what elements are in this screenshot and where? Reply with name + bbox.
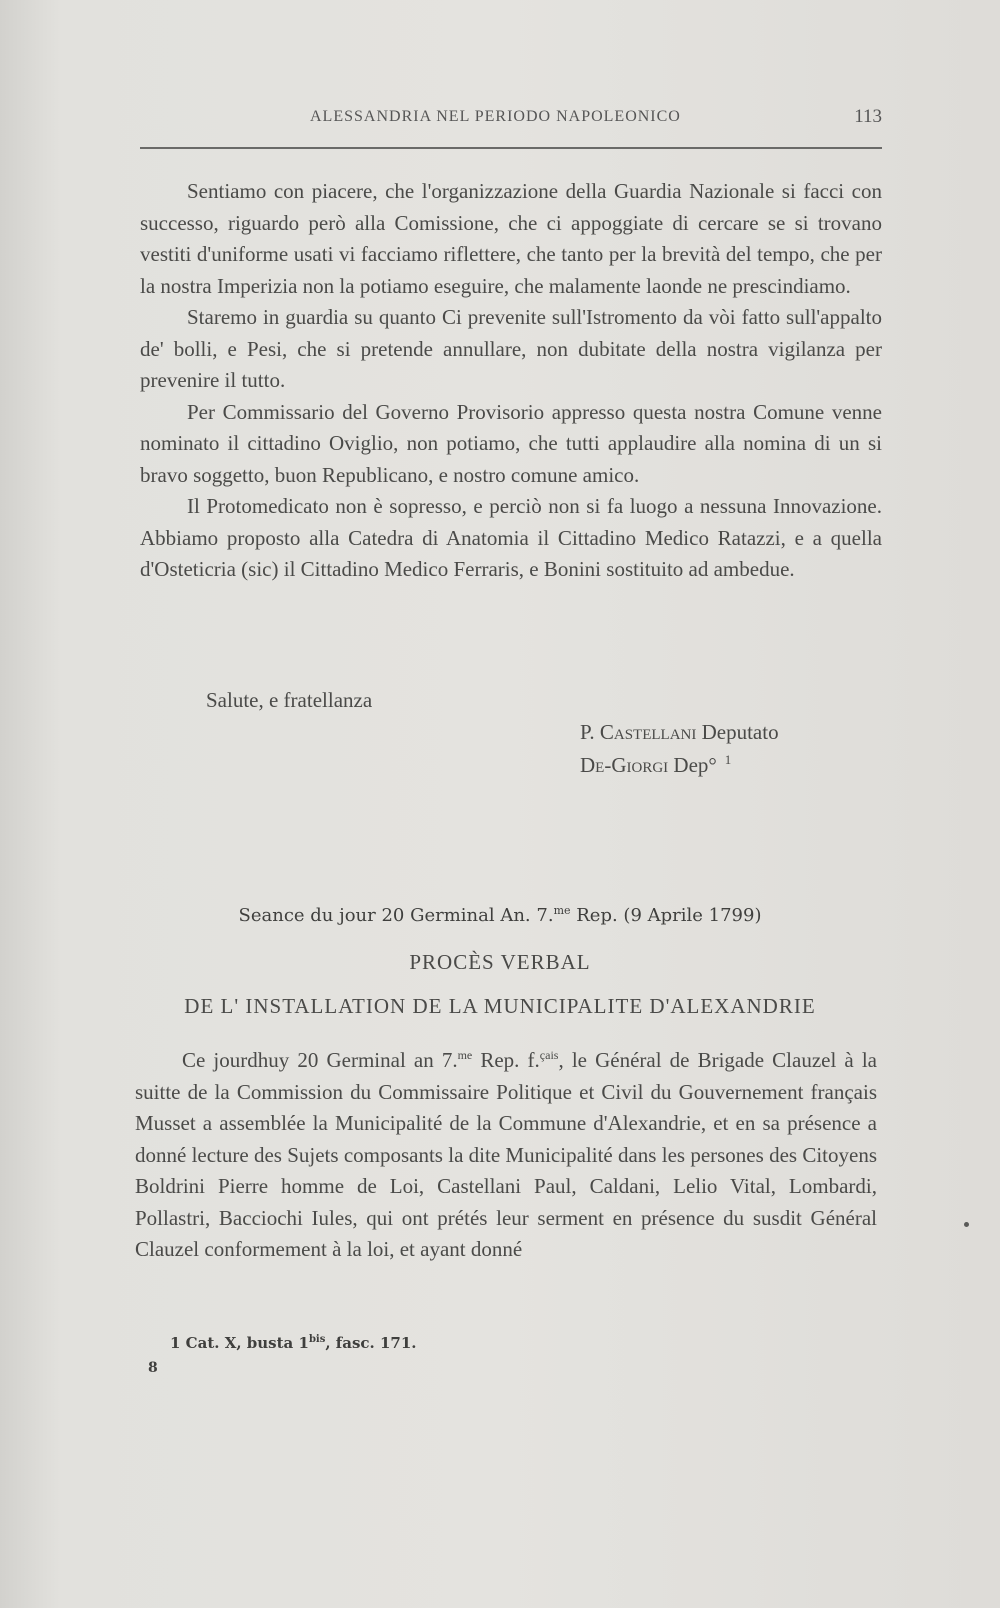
footnote-number: 1 — [170, 1334, 181, 1352]
paragraph: Staremo in guardia su quanto Ci prevenite sull'Istromento da vòi fatto sull'appalto de' bolli, e Pesi, che si pretende annullare, non dubitate della nostra vigilanza per prevenire il tutto. — [140, 305, 882, 392]
text-run: Rep. f. — [472, 1048, 540, 1072]
seance-suffix: Rep. (9 Aprile 1799) — [576, 905, 762, 926]
proces-verbal-body — [135, 1040, 877, 1266]
signature-initial: P. — [580, 720, 595, 744]
signature-title: Dep° — [673, 753, 717, 777]
header-rule — [140, 147, 882, 149]
paragraph: Il Protomedicato non è sopresso, e perciò non si fa luogo a nessuna Innovazione. Abbiamo proposto alla Catedra di Anatomia il Cittadino Medico Ratazzi, e a quella d'Osteticria (sic) il Cittadino Medico Ferraris, e Bonini sostituito ad ambedue. — [140, 494, 882, 581]
signature-name: Castellani — [599, 720, 697, 744]
signature-name: De-Giorgi — [580, 753, 669, 777]
printer-signature-mark: 8 — [148, 1360, 158, 1376]
running-title: ALESSANDRIA NEL PERIODO NAPOLEONICO — [310, 108, 681, 125]
footnote — [170, 1334, 417, 1352]
signature-title: Deputato — [701, 720, 779, 744]
page-number: 113 — [854, 106, 882, 127]
seance-line — [0, 904, 1000, 926]
footnote-reference: 1 — [724, 752, 732, 767]
text-run: Ce jourdhuy 20 Germinal an 7. — [182, 1048, 458, 1072]
footnote-superscript: bis — [308, 1334, 326, 1345]
superscript: çais — [539, 1048, 559, 1062]
signature-castellani — [580, 720, 779, 745]
superscript: me — [457, 1048, 473, 1062]
signature-degiorgi — [580, 752, 731, 778]
section-title: PROCÈS VERBAL — [409, 950, 591, 974]
closing-salute: Salute, e fratellanza — [206, 688, 373, 712]
footnote-text: , fasc. 171. — [325, 1334, 417, 1352]
paragraph — [135, 1040, 877, 1266]
text-run: , le Général de Brigade Clauzel à la suitte de la Commission du Commissaire Politique et Civil du Gouvernement français Musset a assemblée la Municipalité de la Commune d'Alexandrie, et en sa présence a donné lecture des Sujets composants la dite Municipalité dans les persones des Citoyens Boldrini Pierre homme de Loi, Castellani Paul, Caldani, Lelio Vital, Lombardi, Pollastri, Bacciochi Iules, qui ont prétés leur serment en présence du susdit Général Clauzel conformement à la loi, et ayant donné — [135, 1048, 877, 1261]
footnote-text: Cat. X, busta 1 — [185, 1334, 309, 1352]
ink-speck — [964, 1222, 969, 1227]
seance-superscript: me — [553, 904, 571, 917]
paragraph: Sentiamo con piacere, che l'organizzazione della Guardia Nazionale si facci con successo, riguardo però alla Comissione, che ci appoggiate di cercare se si trovano vestiti d'uniforme usati vi facciamo riflettere, che tanto per la brevità del tempo, che per la nostra Imperizia non la potiamo eseguire, che malamente laonde ne prescindiamo. — [140, 179, 882, 298]
letter-body — [140, 176, 882, 586]
section-subtitle: DE L' INSTALLATION DE LA MUNICIPALITE D'ALEXANDRIE — [184, 994, 816, 1018]
seance-prefix: Seance du jour 20 Germinal An. 7. — [238, 905, 554, 926]
paragraph: Per Commissario del Governo Provisorio appresso questa nostra Comune venne nominato il cittadino Oviglio, non potiamo, che tutti applaudire alla nomina di un si bravo soggetto, buon Republicano, e nostro comune amico. — [140, 399, 882, 487]
